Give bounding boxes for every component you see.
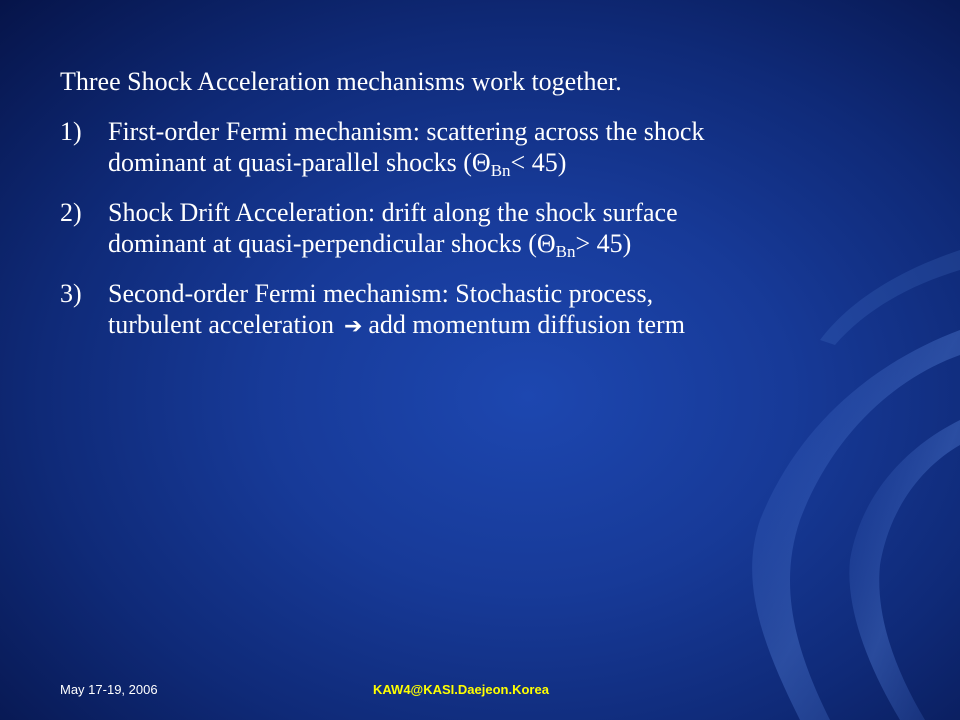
mechanism-detail-line <box>108 147 920 178</box>
mechanism-title-line: Shock Drift Acceleration: drift along the shock surface <box>108 198 678 227</box>
mechanism-title-line: First-order Fermi mechanism: scattering across the shock <box>108 117 705 146</box>
mechanism-detail-text: turbulent acceleration <box>108 310 334 339</box>
mechanism-title-line: Second-order Fermi mechanism: Stochastic process, <box>108 279 654 308</box>
mechanism-number: 2) <box>60 198 82 227</box>
mechanism-item-3 <box>60 278 920 342</box>
footer-date: May 17-19, 2006 <box>60 682 158 697</box>
theta-subscript: Bn <box>555 242 576 261</box>
theta-subscript: Bn <box>490 161 511 180</box>
mechanism-item-2 <box>60 197 920 259</box>
mechanism-detail-line <box>108 228 920 259</box>
mechanism-detail-line <box>108 309 920 342</box>
mechanism-number: 1) <box>60 117 82 146</box>
right-arrow-icon: ➔ <box>343 314 363 339</box>
mechanism-item-1 <box>60 116 920 178</box>
mechanism-number: 3) <box>60 279 82 308</box>
mechanism-detail-text-end: add momentum diffusion term <box>368 310 685 339</box>
footer-venue: KAW4@KASI.Daejeon.Korea <box>373 682 549 697</box>
mechanism-detail-text: dominant at quasi-perpendicular shocks (Θ <box>108 229 556 258</box>
mechanism-list <box>60 116 920 342</box>
mechanism-detail-text-end: > 45) <box>575 229 632 258</box>
mechanism-detail-text-end: < 45) <box>510 148 567 177</box>
mechanism-detail-text: dominant at quasi-parallel shocks (Θ <box>108 148 491 177</box>
intro-statement: Three Shock Acceleration mechanisms work together. <box>60 67 622 96</box>
slide-body <box>60 62 920 361</box>
